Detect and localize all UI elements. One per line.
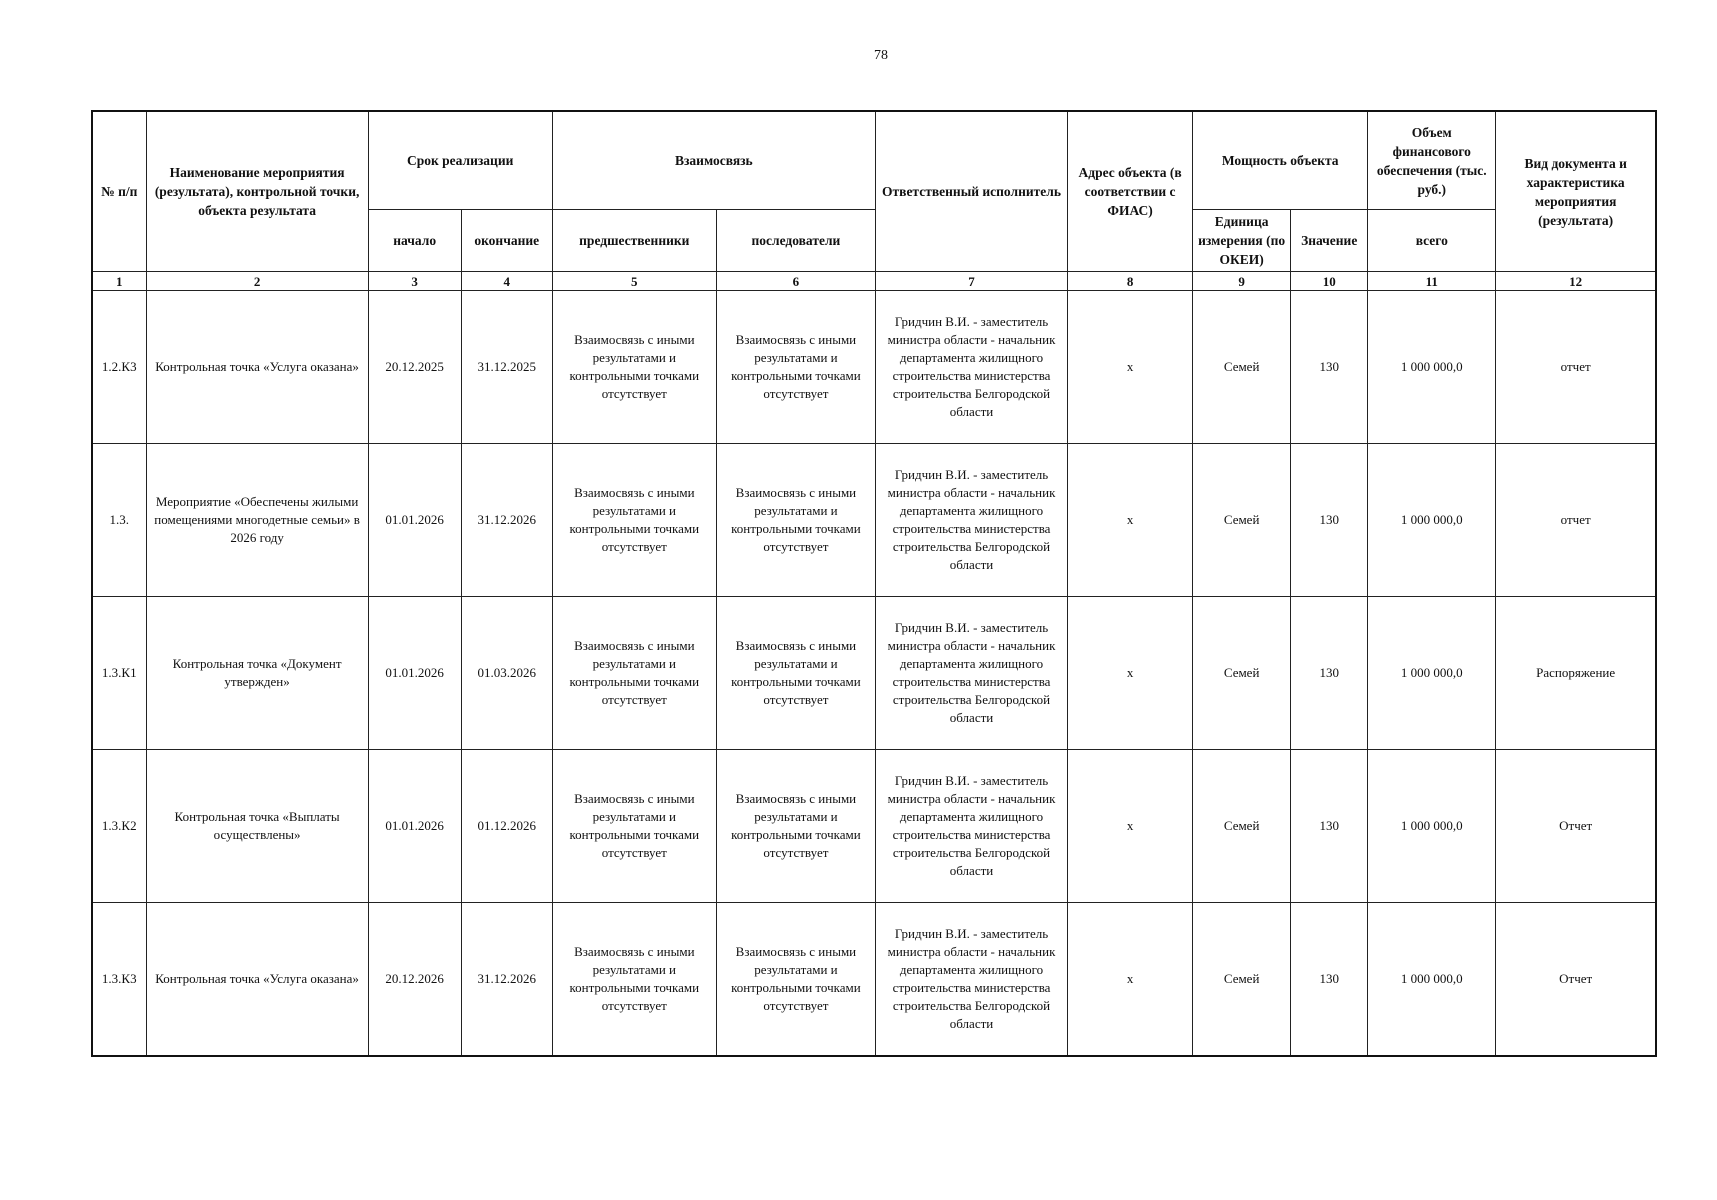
column-number: 11 xyxy=(1368,272,1496,291)
table-row xyxy=(92,597,1656,750)
cell-predecessors: Взаимосвязь с иными результатами и контрольными точками отсутствует xyxy=(552,597,716,750)
cell-unit: Семей xyxy=(1193,444,1291,597)
cell-name: Контрольная точка «Документ утвержден» xyxy=(146,597,368,750)
header-successors: последователи xyxy=(716,210,875,272)
cell-responsible: Гридчин В.И. - заместитель министра области - начальник департамента жилищного строительства министерства строительства Белгородской области xyxy=(875,903,1067,1057)
cell-doc: Распоряжение xyxy=(1496,597,1656,750)
header-end: окончание xyxy=(461,210,552,272)
column-number: 7 xyxy=(875,272,1067,291)
cell-value: 130 xyxy=(1291,444,1368,597)
header-period: Срок реализации xyxy=(368,111,552,210)
column-number: 10 xyxy=(1291,272,1368,291)
cell-end: 01.03.2026 xyxy=(461,597,552,750)
cell-address: х xyxy=(1068,597,1193,750)
cell-name: Контрольная точка «Услуга оказана» xyxy=(146,903,368,1057)
column-number: 2 xyxy=(146,272,368,291)
cell-address: х xyxy=(1068,750,1193,903)
cell-num: 1.3.К3 xyxy=(92,903,146,1057)
column-number: 5 xyxy=(552,272,716,291)
cell-unit: Семей xyxy=(1193,597,1291,750)
cell-predecessors: Взаимосвязь с иными результатами и контрольными точками отсутствует xyxy=(552,291,716,444)
cell-total: 1 000 000,0 xyxy=(1368,597,1496,750)
cell-address: х xyxy=(1068,291,1193,444)
cell-unit: Семей xyxy=(1193,750,1291,903)
cell-successors: Взаимосвязь с иными результатами и контрольными точками отсутствует xyxy=(716,444,875,597)
header-responsible: Ответственный исполнитель xyxy=(875,111,1067,272)
header-doc: Вид документа и характеристика мероприятия (результата) xyxy=(1496,111,1656,272)
page-number: 78 xyxy=(874,48,888,63)
cell-value: 130 xyxy=(1291,597,1368,750)
cell-successors: Взаимосвязь с иными результатами и контрольными точками отсутствует xyxy=(716,903,875,1057)
column-number: 1 xyxy=(92,272,146,291)
header-address: Адрес объекта (в соответствии с ФИАС) xyxy=(1068,111,1193,272)
cell-responsible: Гридчин В.И. - заместитель министра области - начальник департамента жилищного строительства министерства строительства Белгородской области xyxy=(875,291,1067,444)
header-value: Значение xyxy=(1291,210,1368,272)
cell-predecessors: Взаимосвязь с иными результатами и контрольными точками отсутствует xyxy=(552,444,716,597)
cell-responsible: Гридчин В.И. - заместитель министра области - начальник департамента жилищного строительства министерства строительства Белгородской области xyxy=(875,597,1067,750)
cell-name: Контрольная точка «Услуга оказана» xyxy=(146,291,368,444)
cell-doc: Отчет xyxy=(1496,903,1656,1057)
header-unit: Единица измерения (по ОКЕИ) xyxy=(1193,210,1291,272)
cell-num: 1.3.К1 xyxy=(92,597,146,750)
cell-start: 20.12.2026 xyxy=(368,903,461,1057)
cell-doc: отчет xyxy=(1496,291,1656,444)
column-number: 12 xyxy=(1496,272,1656,291)
cell-successors: Взаимосвязь с иными результатами и контрольными точками отсутствует xyxy=(716,750,875,903)
header-start: начало xyxy=(368,210,461,272)
column-number: 6 xyxy=(716,272,875,291)
cell-value: 130 xyxy=(1291,750,1368,903)
cell-predecessors: Взаимосвязь с иными результатами и контрольными точками отсутствует xyxy=(552,750,716,903)
cell-responsible: Гридчин В.И. - заместитель министра области - начальник департамента жилищного строительства министерства строительства Белгородской области xyxy=(875,444,1067,597)
cell-responsible: Гридчин В.И. - заместитель министра области - начальник департамента жилищного строительства министерства строительства Белгородской области xyxy=(875,750,1067,903)
table-row xyxy=(92,750,1656,903)
cell-total: 1 000 000,0 xyxy=(1368,291,1496,444)
table-row xyxy=(92,444,1656,597)
cell-end: 31.12.2025 xyxy=(461,291,552,444)
header-finance: Объем финансового обеспечения (тыс. руб.) xyxy=(1368,111,1496,210)
cell-name: Мероприятие «Обеспечены жилыми помещениями многодетные семьи» в 2026 году xyxy=(146,444,368,597)
table-row xyxy=(92,903,1656,1057)
cell-start: 01.01.2026 xyxy=(368,444,461,597)
header-relation: Взаимосвязь xyxy=(552,111,875,210)
header-name: Наименование мероприятия (результата), контрольной точки, объекта результата xyxy=(146,111,368,272)
cell-predecessors: Взаимосвязь с иными результатами и контрольными точками отсутствует xyxy=(552,903,716,1057)
table-row xyxy=(92,291,1656,444)
cell-num: 1.3. xyxy=(92,444,146,597)
cell-total: 1 000 000,0 xyxy=(1368,444,1496,597)
cell-address: х xyxy=(1068,903,1193,1057)
header-predecessors: предшественники xyxy=(552,210,716,272)
cell-value: 130 xyxy=(1291,291,1368,444)
cell-num: 1.3.К2 xyxy=(92,750,146,903)
header-capacity: Мощность объекта xyxy=(1193,111,1368,210)
header-num: № п/п xyxy=(92,111,146,272)
cell-value: 130 xyxy=(1291,903,1368,1057)
cell-total: 1 000 000,0 xyxy=(1368,903,1496,1057)
cell-start: 20.12.2025 xyxy=(368,291,461,444)
cell-unit: Семей xyxy=(1193,291,1291,444)
column-number: 4 xyxy=(461,272,552,291)
cell-unit: Семей xyxy=(1193,903,1291,1057)
cell-doc: отчет xyxy=(1496,444,1656,597)
column-number: 8 xyxy=(1068,272,1193,291)
column-number: 3 xyxy=(368,272,461,291)
cell-total: 1 000 000,0 xyxy=(1368,750,1496,903)
cell-successors: Взаимосвязь с иными результатами и контрольными точками отсутствует xyxy=(716,291,875,444)
cell-successors: Взаимосвязь с иными результатами и контрольными точками отсутствует xyxy=(716,597,875,750)
cell-name: Контрольная точка «Выплаты осуществлены» xyxy=(146,750,368,903)
cell-end: 31.12.2026 xyxy=(461,903,552,1057)
header-total: всего xyxy=(1368,210,1496,272)
cell-end: 01.12.2026 xyxy=(461,750,552,903)
cell-start: 01.01.2026 xyxy=(368,597,461,750)
cell-start: 01.01.2026 xyxy=(368,750,461,903)
cell-num: 1.2.К3 xyxy=(92,291,146,444)
cell-end: 31.12.2026 xyxy=(461,444,552,597)
column-number: 9 xyxy=(1193,272,1291,291)
cell-address: х xyxy=(1068,444,1193,597)
plan-table xyxy=(91,110,1657,1057)
cell-doc: Отчет xyxy=(1496,750,1656,903)
